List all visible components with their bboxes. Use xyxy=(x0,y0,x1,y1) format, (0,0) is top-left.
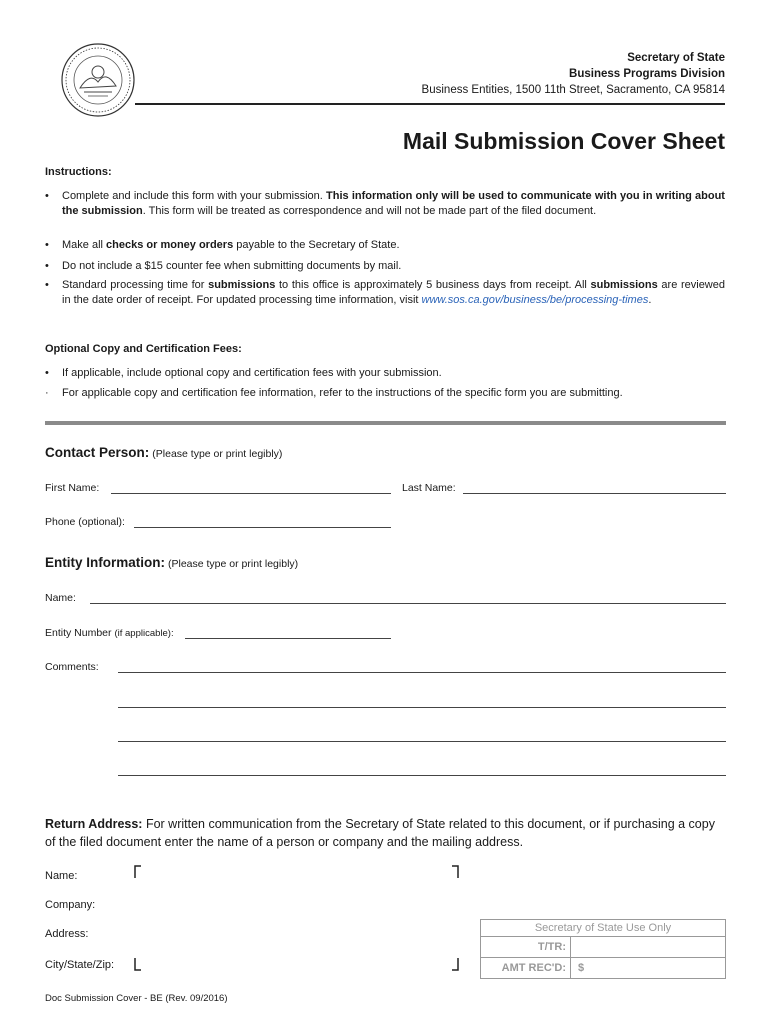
last-name-field[interactable] xyxy=(463,493,726,494)
entity-number-label: Entity Number (if applicable): xyxy=(45,627,174,639)
return-address-label: Address: xyxy=(45,928,89,940)
office-use-heading: Secretary of State Use Only xyxy=(481,920,725,937)
comments-line[interactable] xyxy=(118,707,726,708)
comments-label: Comments: xyxy=(45,661,99,673)
entity-name-label: Name: xyxy=(45,592,76,604)
header-agency: Secretary of State xyxy=(627,52,725,64)
amount-label: AMT REC'D: xyxy=(481,958,571,978)
header-division: Business Programs Division xyxy=(569,68,725,80)
amount-value: $ xyxy=(578,962,585,974)
phone-label: Phone (optional): xyxy=(45,516,125,528)
phone-field[interactable] xyxy=(134,527,391,528)
return-company-label: Company: xyxy=(45,899,96,911)
return-city-label: City/State/Zip: xyxy=(45,959,115,971)
comments-line[interactable] xyxy=(118,741,726,742)
office-use-box xyxy=(480,919,726,979)
header-divider xyxy=(135,103,725,105)
last-name-label: Last Name: xyxy=(402,482,456,494)
page-title: Mail Submission Cover Sheet xyxy=(402,128,725,154)
instructions-heading: Instructions: xyxy=(45,166,112,178)
return-name-label: Name: xyxy=(45,870,78,882)
amount-row xyxy=(481,958,725,978)
section-divider xyxy=(45,421,726,425)
instruction-item-4: • Standard processing time for submissions to this office is approximately 5 business days from receipt. All submissions are reviewed in the date order of receipt. For updated processing time information, visit www.sos.ca.gov/business/be/processing-times. xyxy=(45,279,725,306)
optional-item-2: · For applicable copy and certification fee information, refer to the instructions of the specific form you are submitting. xyxy=(45,387,623,399)
return-address-field[interactable] xyxy=(131,862,462,974)
instruction-item-3: • Do not include a $15 counter fee when submitting documents by mail. xyxy=(45,260,402,272)
first-name-label: First Name: xyxy=(45,482,100,494)
processing-times-link[interactable]: www.sos.ca.gov/business/be/processing-times xyxy=(421,294,649,306)
entity-section-title: Entity Information: (Please type or print legibly) xyxy=(45,555,299,570)
entity-number-field[interactable] xyxy=(185,638,391,639)
contact-section-title: Contact Person: (Please type or print legibly) xyxy=(45,445,283,460)
header-address: Business Entities, 1500 11th Street, Sacramento, CA 95814 xyxy=(421,84,725,96)
instruction-item-2: • Make all checks or money orders payable to the Secretary of State. xyxy=(45,239,400,251)
return-address-intro: Return Address: For written communication from the Secretary of State related to this document, or if purchasing a copy of the filed document enter the name of a person or company and the mailing address. xyxy=(45,817,715,849)
state-seal-icon xyxy=(60,42,136,118)
form-footer: Doc Submission Cover - BE (Rev. 09/2016) xyxy=(45,993,228,1004)
comments-line[interactable] xyxy=(118,775,726,776)
optional-item-1: • If applicable, include optional copy and certification fees with your submission. xyxy=(45,367,442,379)
comments-line[interactable] xyxy=(118,672,726,673)
ttr-row xyxy=(481,937,725,958)
first-name-field[interactable] xyxy=(111,493,391,494)
address-bracket-frame xyxy=(131,862,462,974)
instruction-item-1: • Complete and include this form with your submission. This information only will be used to communicate with you in writing about the submission. This form will be treated as correspondence and will not be made part of the filed document. xyxy=(45,190,725,217)
entity-name-field[interactable] xyxy=(90,603,726,604)
ttr-label: T/TR: xyxy=(481,937,571,957)
optional-fees-heading: Optional Copy and Certification Fees: xyxy=(45,343,242,355)
